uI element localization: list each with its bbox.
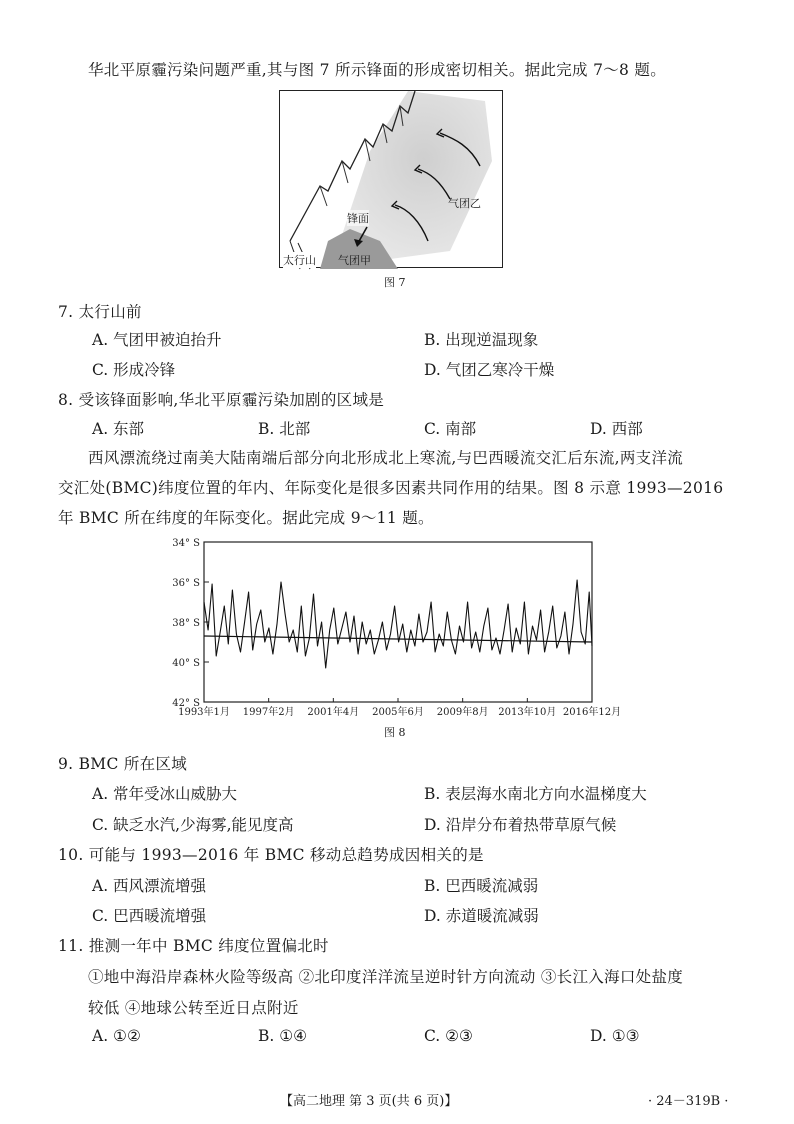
q8-option-d[interactable]: D. 西部: [590, 420, 643, 438]
figure-7-diagram: [279, 90, 503, 268]
q11-statements-line1: ①地中海沿岸森林火险等级高 ②北印度洋洋流呈逆时针方向流动 ③长江入海口处盐度: [88, 968, 684, 986]
q7-option-c[interactable]: C. 形成冷锋: [92, 361, 176, 379]
y-tick-label: 40° S: [172, 658, 200, 669]
y-tick-label: 34° S: [172, 538, 200, 549]
q10-option-a[interactable]: A. 西风漂流增强: [92, 877, 207, 895]
air-mass-a-label: 气团甲: [338, 254, 371, 267]
figure-7-caption: 图 7: [384, 276, 406, 289]
q9-option-b[interactable]: B. 表层海水南北方向水温梯度大: [424, 785, 647, 803]
x-tick-label: 2001年4月: [307, 707, 360, 718]
x-tick-label: 1997年2月: [242, 707, 295, 718]
x-tick-label: 2016年12月: [562, 707, 622, 718]
q10-option-c[interactable]: C. 巴西暖流增强: [92, 907, 207, 925]
q8-stem: 8. 受该锋面影响,华北平原霾污染加剧的区域是: [58, 391, 385, 409]
q9-option-c[interactable]: C. 缺乏水汽,少海雾,能见度高: [92, 816, 294, 834]
x-tick-label: 2005年6月: [372, 707, 424, 718]
x-tick-label: 2009年8月: [436, 707, 489, 718]
q8-option-a[interactable]: A. 东部: [92, 420, 145, 438]
q8-option-b[interactable]: B. 北部: [258, 420, 311, 438]
y-tick-label: 38° S: [172, 618, 200, 629]
bmc-latitude-chart: [160, 536, 622, 722]
bmc-latitude-line: [204, 580, 592, 668]
q11-option-b[interactable]: B. ①④: [258, 1027, 308, 1045]
intro-text-2-line1: 西风漂流绕过南美大陆南端后部分向北形成北上寒流,与巴西暖流交汇后东流,两支洋流: [88, 449, 684, 467]
figure-8-caption: 图 8: [384, 726, 406, 739]
front-diagram: [280, 91, 504, 269]
q7-option-b[interactable]: B. 出现逆温现象: [424, 331, 539, 349]
q8-option-c[interactable]: C. 南部: [424, 420, 477, 438]
q7-stem: 7. 太行山前: [58, 303, 142, 321]
intro-text-2-line2: 交汇处(BMC)纬度位置的年内、年际变化是很多因素共同作用的结果。图 8 示意 1993—2016: [58, 479, 724, 497]
mountain-label: 太行山: [283, 254, 316, 267]
y-tick-label: 42° S: [172, 698, 200, 709]
x-tick-label: 2013年10月: [498, 707, 557, 718]
q10-option-b[interactable]: B. 巴西暖流减弱: [424, 877, 539, 895]
q9-option-d[interactable]: D. 沿岸分布着热带草原气候: [424, 816, 617, 834]
q10-option-d[interactable]: D. 赤道暖流减弱: [424, 907, 539, 925]
q9-option-a[interactable]: A. 常年受冰山威胁大: [92, 785, 238, 803]
q11-statements-line2: 较低 ④地球公转至近日点附近: [88, 999, 299, 1017]
y-tick-label: 36° S: [172, 578, 200, 589]
q11-option-c[interactable]: C. ②③: [424, 1027, 473, 1045]
paper-code: · 24－319B ·: [648, 1094, 729, 1109]
q7-option-d[interactable]: D. 气团乙寒冷干燥: [424, 361, 555, 379]
figure-8-chart: [160, 536, 622, 722]
q7-option-a[interactable]: A. 气团甲被迫抬升: [92, 331, 222, 349]
q10-stem: 10. 可能与 1993—2016 年 BMC 移动总趋势成因相关的是: [58, 846, 484, 864]
intro-text-2-line3: 年 BMC 所在纬度的年际变化。据此完成 9～11 题。: [58, 509, 434, 527]
intro-text-1: 华北平原霾污染问题严重,其与图 7 所示锋面的形成密切相关。据此完成 7～8 题。: [88, 61, 667, 79]
air-mass-b-label: 气团乙: [448, 197, 481, 210]
q11-option-d[interactable]: D. ①③: [590, 1027, 640, 1045]
q11-stem: 11. 推测一年中 BMC 纬度位置偏北时: [58, 937, 329, 955]
x-tick-label: 1993年1月: [178, 707, 230, 718]
q11-option-a[interactable]: A. ①②: [92, 1027, 141, 1045]
page-footer: 【高二地理 第 3 页(共 6 页)】: [280, 1094, 458, 1109]
q9-stem: 9. BMC 所在区域: [58, 755, 188, 773]
front-label: 锋面: [347, 212, 369, 225]
